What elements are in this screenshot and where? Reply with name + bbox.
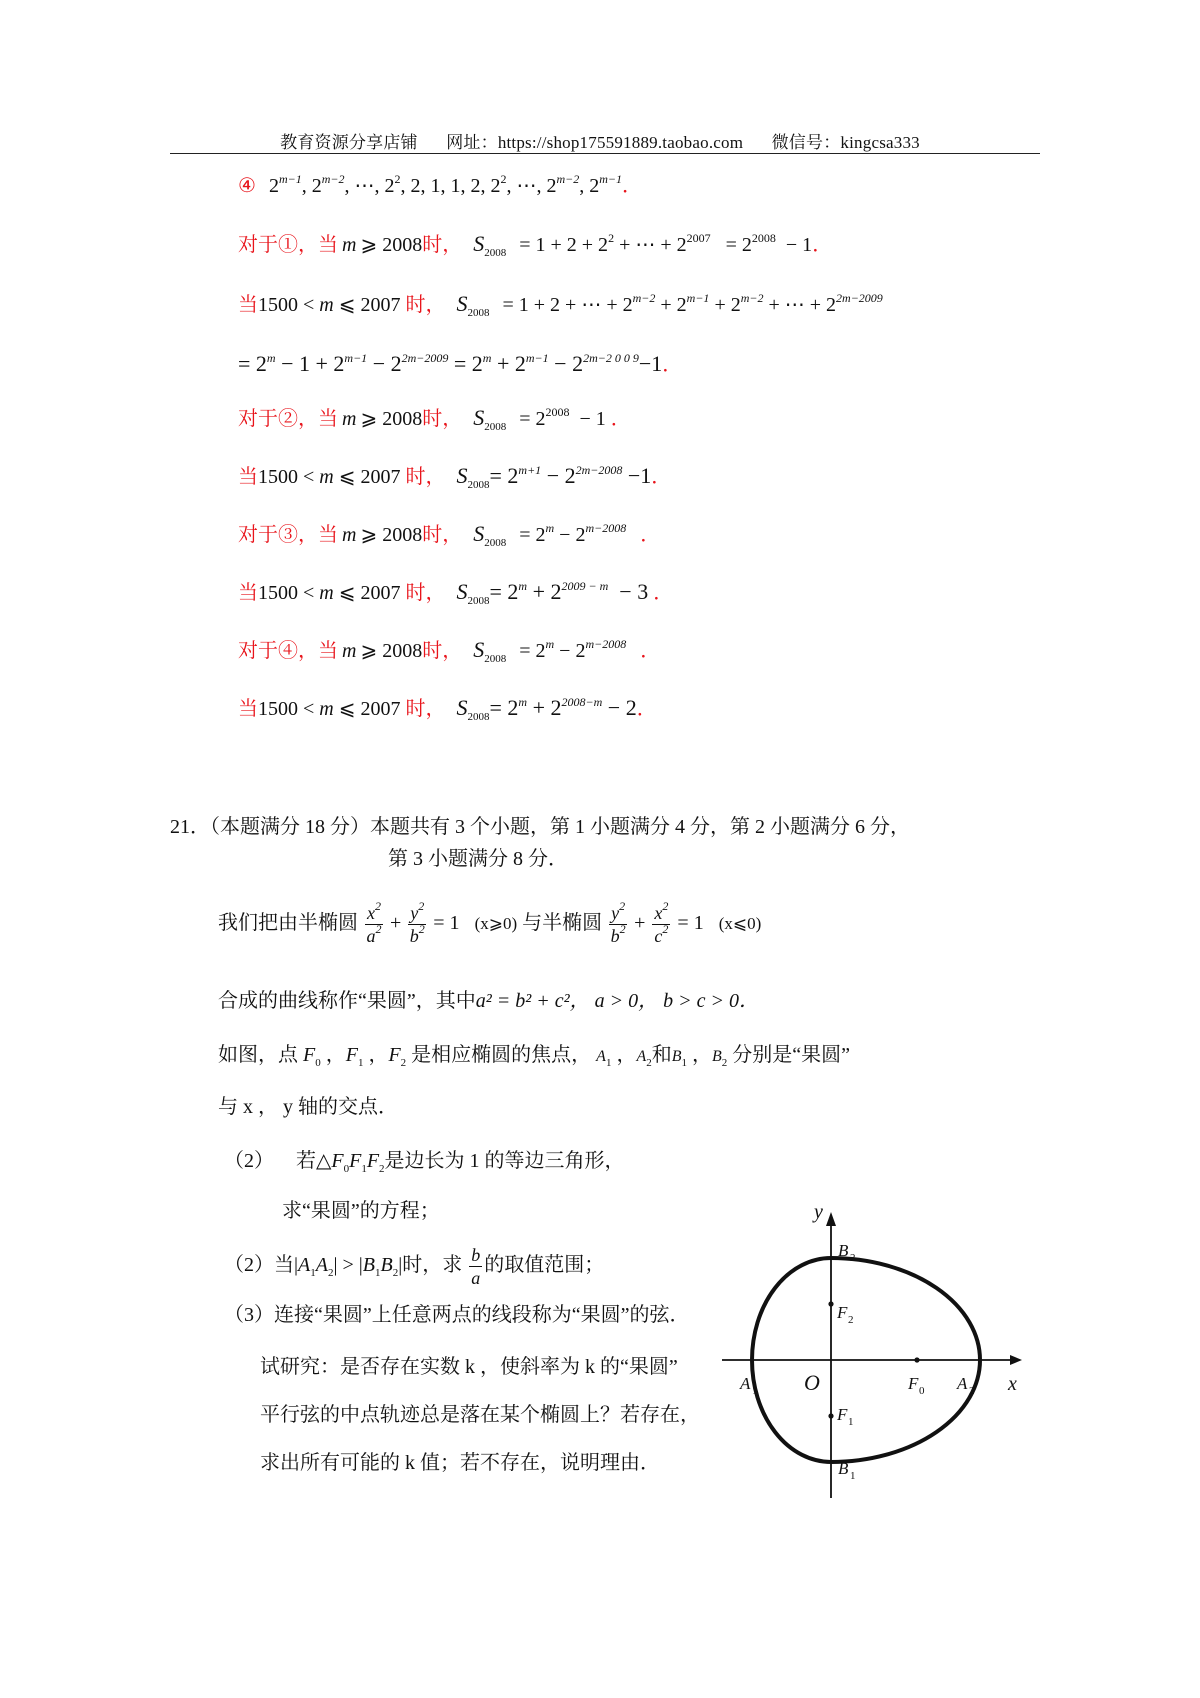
label-F2: F [837,1303,848,1322]
question-3-b: 试研究：是否存在实数 k ，使斜率为 k 的“果圆” [260,1356,678,1378]
solution-line-8: 对于④，当 m ⩾ 2008时， $S_{2008} = 2^m - 2^{m-2008}$ ． [238,637,661,665]
header-wechat: 微信号：kingcsa333 [771,133,920,152]
label-B2: B [838,1241,849,1260]
svg-text:2: 2 [969,1385,975,1397]
problem-21-intro: 21．（本题满分 18 分）本题共有 3 个小题，第 1 小题满分 4 分，第 2 小题满分 6 分， [170,816,910,838]
item4-marker: ④ [238,175,256,197]
problem-21-definition-2: 合成的曲线称作“果圆”，其中a² = b² + c²， a > 0， b > c > 0． [218,990,759,1012]
solution-line-3: = $2^m - 1 + 2^{m-1} - 2^{2m-2009} = 2^m + 2^{m-1} - 2^{2m-2 0 0 9}-1$． [238,351,683,376]
label-F0: F [908,1374,919,1393]
svg-text:2: 2 [850,1252,856,1264]
label-A2: A [957,1374,968,1393]
point-F0 [914,1357,919,1362]
problem-21-intro-2: 第 3 小题满分 8 分． [388,848,568,870]
header-shop: 教育资源分享店铺 [280,133,418,152]
x-axis-arrow [1010,1355,1022,1365]
svg-text:0: 0 [919,1385,925,1397]
header-site: 网址：https://shop175591889.taobao.com [446,133,744,152]
solution-line-4: 对于②，当 m ⩾ 2008时， $S_{2008} = 2^{2008} - 1$ ． [238,405,631,433]
point-F1 [828,1413,833,1418]
solution-line-7: 当1500 < m ⩽ 2007 时， $S_{2008}= 2^m + 2^{2009 - m} - 3$ ． [238,579,674,607]
header-rule [170,153,1040,154]
question-3: （3）连接“果圆”上任意两点的线段称为“果圆”的弦． [224,1304,690,1326]
label-y: y [814,1201,823,1223]
svg-text:1: 1 [848,1416,854,1428]
fruit-curve-figure [722,1198,1032,1498]
solution-line-1: 对于①，当 m ⩾ 2008时， $S_{2008} = 1 + 2 + 2^2$ + ⋯ + $2^{2007} = 2^{2008} - 1$． [238,231,833,259]
problem-21-figure-desc: 如图，点 $F_0$ ，$F_1$ ，$F_2$ 是相应椭圆的焦点， $A_1$ ，$A_2$和$B_1$ ，$B_2$ 分别是“果圆” [218,1044,851,1069]
question-2: （2）当$|A_1A_2| > |B_1B_2|$时，求 $\frac{b}{a}$ 的取值范围； [224,1245,605,1288]
svg-text:1: 1 [752,1385,758,1397]
problem-21-figure-desc-2: 与 x ， y 轴的交点． [218,1096,398,1118]
question-3-c: 平行弦的中点轨迹总是落在某个椭圆上？若存在， [260,1404,700,1426]
label-A1: A [740,1374,751,1393]
question-1-b: 求“果圆”的方程； [282,1200,440,1222]
solution-line-6: 对于③，当 m ⩾ 2008时， $S_{2008} = 2^m - 2^{m-2008}$ ． [238,521,661,549]
question-3-d: 求出所有可能的 k 值；若不存在，说明理由． [260,1452,660,1474]
svg-text:2: 2 [848,1314,854,1326]
item4-sequence: ④ $2^{m-1}$, $2^{m-2}$, ⋯, $2^2$, 2, 1, 1, 2, $2^2$, ⋯, $2^{m-2}$, $2^{m-1}$． [238,172,642,197]
question-1: （2） 若$\triangle F_0F_1F_2$是边长为 1 的等边三角形， [224,1150,625,1175]
label-F1: F [837,1405,848,1424]
y-axis-arrow [826,1212,836,1226]
point-F2 [828,1301,833,1306]
solution-line-2: 当1500 < m ⩽ 2007 时， $S_{2008} = 1 + 2$ + ⋯ + $2^{m-2} + 2^{m-1} + 2^{m-2}$ + ⋯ + $2^{2m-2009}$ [238,291,883,319]
svg-text:1: 1 [850,1470,856,1482]
solution-line-9: 当1500 < m ⩽ 2007 时， $S_{2008}= 2^m + 2^{2008-m} - 2$． [238,695,657,723]
label-O: O [804,1370,820,1395]
page-header [0,128,1200,153]
label-x: x [1008,1373,1017,1395]
problem-21-definition: 我们把由半椭圆 $\frac{x^2}{a^2}$ + $\frac{y^2}{b^2}$ = 1 (x⩾0) 与半椭圆 $\frac{y^2}{b^2}$ + $\frac{x^2}{c^2}$ = 1 (x⩽0) [218,899,762,946]
solution-line-5: 当1500 < m ⩽ 2007 时， $S_{2008}= 2^{m+1} - 2^{2m-2008} -1$． [238,463,672,491]
label-B1: B [838,1459,849,1478]
